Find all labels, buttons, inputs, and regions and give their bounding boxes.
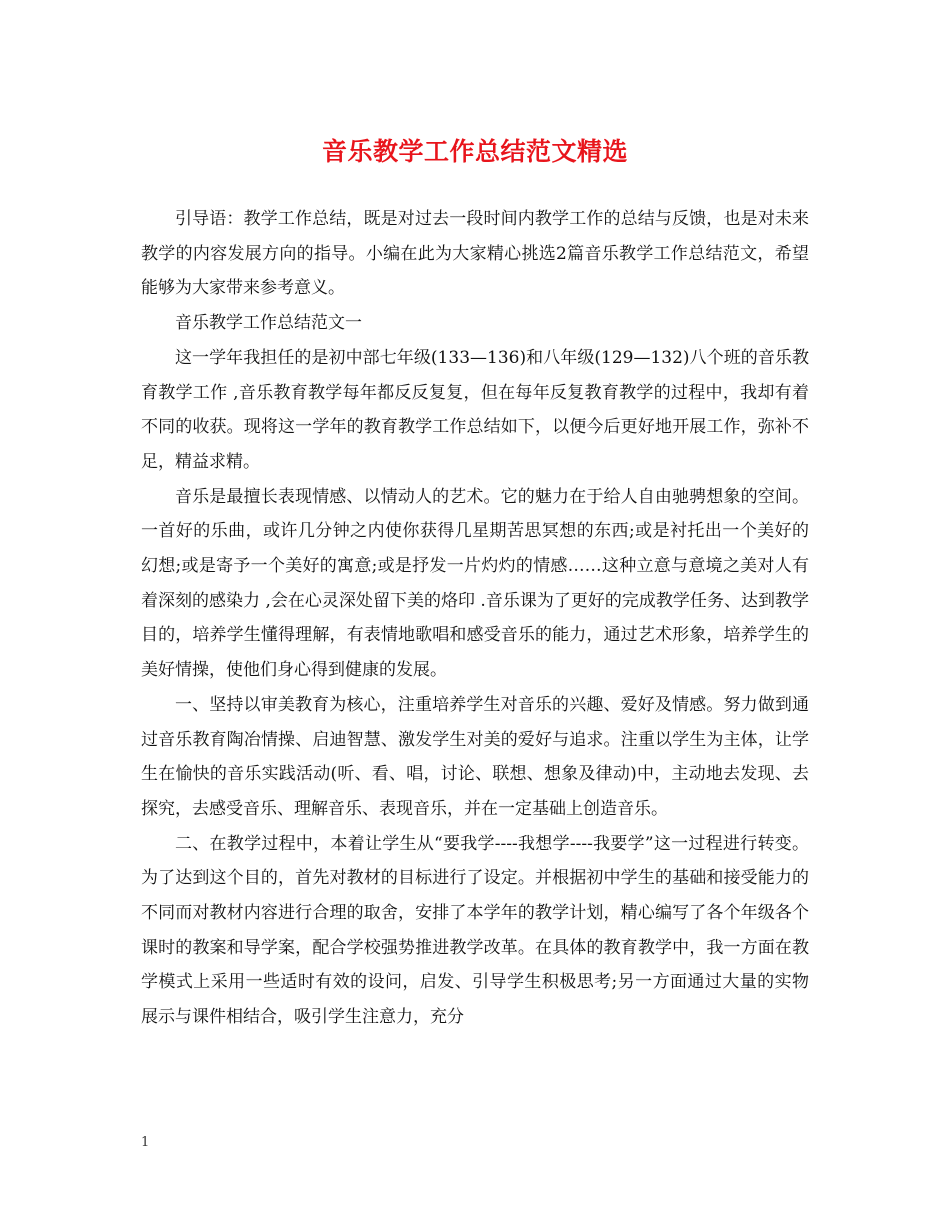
intro-paragraph: 引导语：教学工作总结，既是对过去一段时间内教学工作的总结与反馈，也是对未来教学的内容发展方向的指导。小编在此为大家精心挑选2篇音乐教学工作总结范文，希望能够为大家带来参考意义。 — [141, 209, 809, 299]
document-body — [141, 202, 809, 1035]
document-title: 音乐教学工作总结范文精选 — [321, 137, 628, 166]
body-paragraph: 二、在教学过程中，本着让学生从“要我学----我想学----我要学”这一过程进行转变。为了达到这个目的，首先对教材的目标进行了设定。并根据初中学生的基础和接受能力的不同而对教材内容进行合理的取舍，安排了本学年的教学计划，精心编写了各个年级各个课时的教案和导学案，配合学校强势推进教学改革。在具体的教育教学中，我一方面在教学模式上采用一些适时有效的设问，启发、引导学生积极思考;另一方面通过大量的实物展示与课件相结合，吸引学生注意力，充分 — [141, 833, 809, 1028]
section-heading: 音乐教学工作总结范文一 — [175, 313, 362, 334]
body-paragraph: 这一学年我担任的是初中部七年级(133—136)和八年级(129—132)八个班的音乐教育教学工作 ,音乐教育教学每年都反反复复，但在每年反复教育教学的过程中，我却有着不同的收获。现将这一学年的教育教学工作总结如下，以便今后更好地开展工作，弥补不足，精益求精。 — [141, 347, 809, 472]
body-paragraph: 音乐是最擅长表现情感、以情动人的艺术。它的魅力在于给人自由驰骋想象的空间。一首好的乐曲，或许几分钟之内使你获得几星期苦思冥想的东西;或是衬托出一个美好的幻想;或是寄予一个美好的寓意;或是抒发一片灼灼的情感……这种立意与意境之美对人有着深刻的感染力 ,会在心灵深处留下美的烙印 .音乐课为了更好的完成教学任务、达到教学目的，培养学生懂得理解，有表情地歌唱和感受音乐的能力，通过艺术形象，培养学生的美好情操，使他们身心得到健康的发展。 — [141, 486, 809, 681]
body-paragraph: 一、坚持以审美教育为核心，注重培养学生对音乐的兴趣、爱好及情感。努力做到通过音乐教育陶冶情操、启迪智慧、激发学生对美的爱好与追求。注重以学生为主体，让学生在愉快的音乐实践活动(听、看、唱，讨论、联想、想象及律动)中，主动地去发现、去探究，去感受音乐、理解音乐、表现音乐，并在一定基础上创造音乐。 — [141, 694, 809, 819]
page-number: 1 — [141, 1135, 150, 1150]
